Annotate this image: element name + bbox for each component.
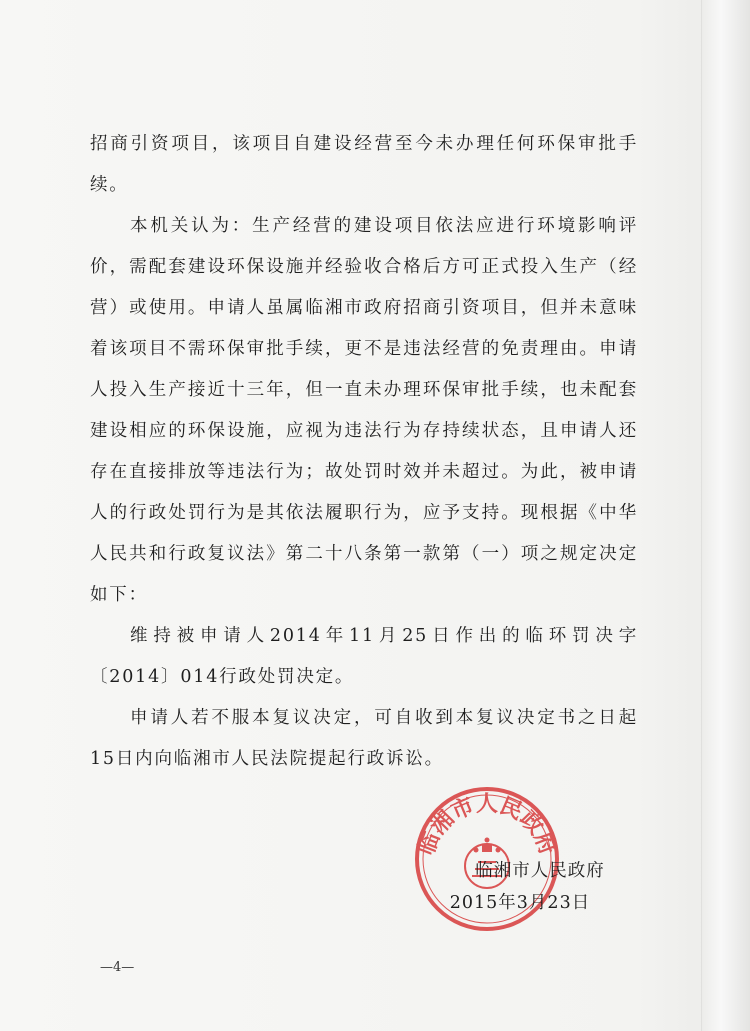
page-number: —4— (100, 960, 135, 975)
paragraph-reasoning: 本机关认为：生产经营的建设项目依法应进行环境影响评价，需配套建设环保设施并经验收合格后方可正式投入生产（经营）或使用。申请人虽属临湘市政府招商引资项目，但并未意味着该项目不需环保审批手续，更不是违法经营的免责理由。申请人投入生产接近十三年，但一直未办理环保审批手续，也未配套建设相应的环保设施，应视为违法行为存持续状态，且申请人还存在直接排放等违法行为；故处罚时效并未超过。为此，被申请人的行政处罚行为是其依法履职行为，应予支持。现根据《中华人民共和行政复议法》第二十八条第一款第（一）项之规定决定如下： (90, 216, 638, 605)
paragraph-appeal-notice: 申请人若不服本复议决定，可自收到本复议决定书之日起15日内向临湘市人民法院提起行政诉讼。 (90, 708, 638, 769)
page-fold-shadow (701, 0, 750, 1031)
paragraph-decision: 维持被申请人2014年11月25日作出的临环罚决字〔2014〕014行政处罚决定。 (90, 626, 638, 687)
signature-block (420, 855, 620, 919)
paragraph-1: 招商引资项目，该项目自建设经营至今未办理任何环保审批手续。 (90, 134, 638, 195)
signing-date: 2015年3月23日 (449, 893, 591, 913)
document-body (90, 124, 638, 780)
seal-text: 临湘市人民政府 (413, 791, 561, 859)
signing-organization: 临湘市人民政府 (475, 861, 605, 881)
